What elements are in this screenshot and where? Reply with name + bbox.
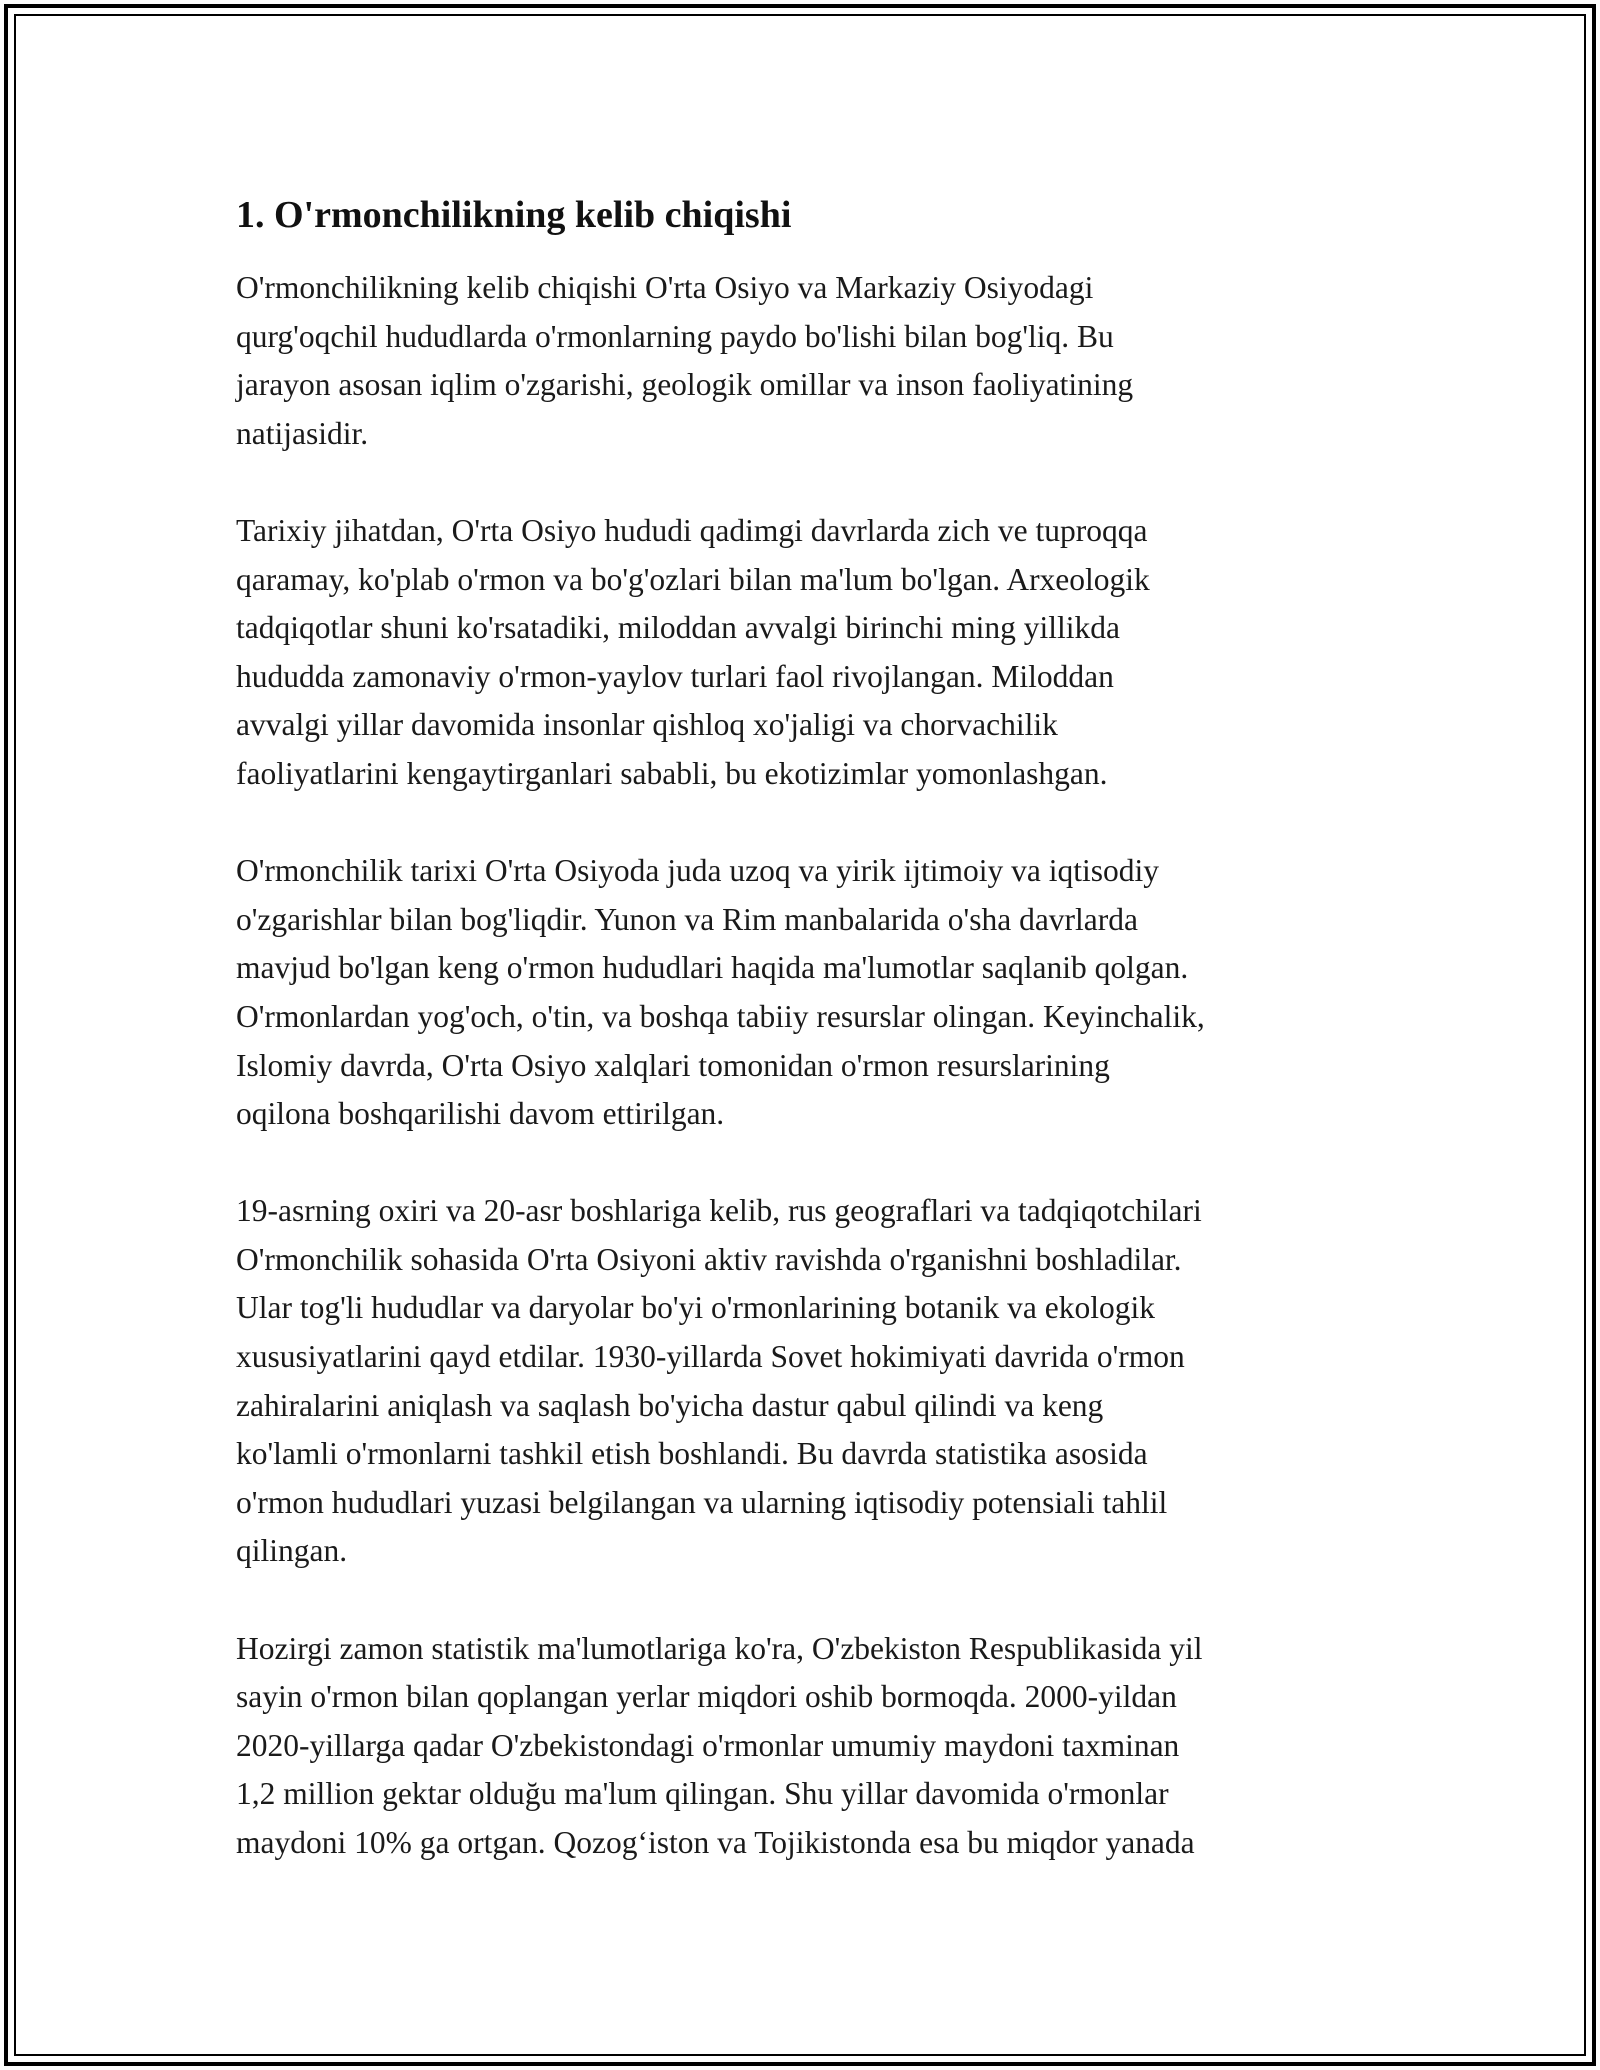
text-line: maydoni 10% ga ortgan. Qozog‘iston va Tojikistonda esa bu miqdor yanada bbox=[236, 1825, 1195, 1860]
text-line: 1,2 million gektar olduğu ma'lum qilingan. Shu yillar davomida o'rmonlar bbox=[236, 1776, 1169, 1812]
text-line: ko'lamli o'rmonlarni tashkil etish boshlandi. Bu davrda statistika asosida bbox=[236, 1436, 1148, 1472]
text-line: O'rmonchilikning kelib chiqishi O'rta Osiyo va Markaziy Osiyodagi bbox=[236, 270, 1094, 305]
text-line: hududda zamonaviy o'rmon-yaylov turlari faol rivojlangan. Miloddan bbox=[236, 658, 1114, 694]
paragraph-4 bbox=[236, 1187, 1376, 1576]
text-line: oqilona boshqarilishi davom ettirilgan. bbox=[236, 1096, 725, 1132]
text-line: natijasidir. bbox=[236, 415, 369, 451]
text-line: O'rmonchilik sohasida O'rta Osiyoni aktiv ravishda o'rganishni boshladilar. bbox=[236, 1241, 1182, 1277]
text-line: mavjud bo'lgan keng o'rmon hududlari haqida ma'lumotlar saqlanib qolgan. bbox=[236, 950, 1189, 986]
text-line: Islomiy davrda, O'rta Osiyo xalqlari tomonidan o'rmon resurslarining bbox=[236, 1047, 1110, 1083]
text-line: Ular tog'li hududlar va daryolar bo'yi o'rmonlarining botanik va ekologik bbox=[236, 1290, 1155, 1326]
text-line: 2020-yillarga qadar O'zbekistondagi o'rmonlar umumiy maydoni taxminan bbox=[236, 1727, 1180, 1763]
text-line: O'rmonlardan yog'och, o'tin, va boshqa tabiiy resurslar olingan. Keyinchalik, bbox=[236, 998, 1205, 1034]
text-line: qaramay, ko'plab o'rmon va bo'g'ozlari bilan ma'lum bo'lgan. Arxeologik bbox=[236, 561, 1150, 597]
paragraph-3 bbox=[236, 847, 1376, 1139]
text-line: qilingan. bbox=[236, 1533, 348, 1569]
text-line: 19-asrning oxiri va 20-asr boshlariga kelib, rus geograflari va tadqiqotchilari bbox=[236, 1193, 1202, 1229]
paragraph-5 bbox=[236, 1625, 1376, 1868]
text-line: qurg'oqchil hududlarda o'rmonlarning paydo bo'lishi bilan bog'liq. Bu bbox=[236, 318, 1114, 354]
text-line: faoliyatlarini kengaytirganlari sababli, bu ekotizimlar yomonlashgan. bbox=[236, 755, 1108, 791]
text-line: o'rmon hududlari yuzasi belgilangan va ularning iqtisodiy potensiali tahlil bbox=[236, 1484, 1168, 1520]
text-line: zahiralarini aniqlash va saqlash bo'yicha dastur qabul qilindi va keng bbox=[236, 1387, 1104, 1423]
document-body bbox=[236, 190, 1376, 1916]
text-line: xususiyatlarini qayd etdilar. 1930-yillarda Sovet hokimiyati davrida o'rmon bbox=[236, 1339, 1185, 1375]
text-line: tadqiqotlar shuni ko'rsatadiki, miloddan avvalgi birinchi ming yillikda bbox=[236, 610, 1121, 646]
text-line: avvalgi yillar davomida insonlar qishloq xo'jaligi va chorvachilik bbox=[236, 707, 1058, 743]
text-line: jarayon asosan iqlim o'zgarishi, geologik omillar va inson faoliyatining bbox=[236, 367, 1134, 403]
section-title: 1. O'rmonchilikning kelib chiqishi bbox=[236, 194, 792, 236]
text-line: O'rmonchilik tarixi O'rta Osiyoda juda uzoq va yirik ijtimoiy va iqtisodiy bbox=[236, 853, 1159, 889]
paragraph-2 bbox=[236, 507, 1376, 799]
text-line: Hozirgi zamon statistik ma'lumotlariga ko'ra, O'zbekiston Respublikasida yil bbox=[236, 1630, 1203, 1666]
paragraph-1 bbox=[236, 264, 1376, 458]
text-line: sayin o'rmon bilan qoplangan yerlar miqdori oshib bormoqda. 2000-yildan bbox=[236, 1679, 1177, 1715]
text-line: Tarixiy jihatdan, O'rta Osiyo hududi qadimgi davrlarda zich ve tuproqqa bbox=[236, 512, 1148, 548]
text-line: o'zgarishlar bilan bog'liqdir. Yunon va Rim manbalarida o'sha davrlarda bbox=[236, 901, 1138, 937]
